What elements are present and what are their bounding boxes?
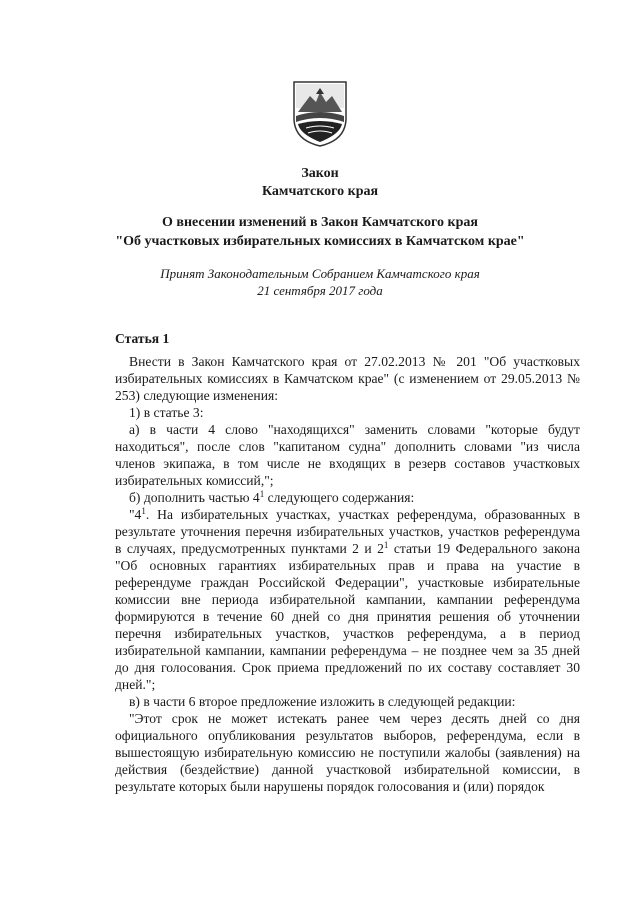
law-title bbox=[0, 213, 640, 251]
paragraph-item-b bbox=[115, 489, 580, 506]
article-body bbox=[115, 330, 580, 795]
quote-text-1: . На избирательных участках, участках референдума, образованных в результате уточнения перечня избирательных участков, участков референдума в случаях, предусмотренных пунктами 2 и 2 bbox=[115, 507, 580, 556]
quote-start: "4 bbox=[129, 507, 142, 522]
superscript: 1 bbox=[141, 506, 146, 516]
article-heading: Статья 1 bbox=[115, 331, 170, 346]
superscript: 1 bbox=[259, 489, 265, 499]
paragraph-item-v: в) в части 6 второе предложение изложить в следующей редакции: bbox=[129, 694, 516, 709]
paragraph: а) в части 4 слово "находящихся" заменить словами "которые будут находиться", после слов "капитаном судна" дополнить словами "из числа членов экипажа, в том числе не входящих в резерв составов участковых избирательных комиссий,"; bbox=[115, 422, 580, 488]
superscript: 1 bbox=[383, 540, 389, 550]
adoption-date: 21 сентября 2017 года bbox=[257, 283, 383, 298]
quote-part-4-1 bbox=[115, 506, 580, 693]
law-title-line1: О внесении изменений в Закон Камчатского края bbox=[162, 215, 478, 230]
law-heading bbox=[0, 165, 640, 201]
law-region: Камчатского края bbox=[261, 184, 379, 199]
quote-part-6: "Этот срок не может истекать ранее чем через десять дней со дня официального опубликования результатов выборов, референдума, если в вышестоящую избирательную комиссию не поступили жалобы (заявления) на действия (бездействие) данной участковой избирательной комиссии, в результате которых были нарушены порядок голосования и (или) порядок bbox=[115, 711, 580, 794]
paragraph: 1) в статье 3: bbox=[129, 405, 204, 420]
paragraph: Внести в Закон Камчатского края от 27.02.2013 № 201 "Об участковых избирательных комиссиях в Камчатском крае" (с изменением от 29.05.2013 № 253) следующие изменения: bbox=[115, 354, 580, 403]
item-b-tail: следующего содержания: bbox=[264, 490, 415, 505]
kamchatka-coat-of-arms-icon bbox=[290, 78, 350, 148]
adoption-line1: Принят Законодательным Собранием Камчатского края bbox=[160, 266, 480, 281]
quote-text-2: статьи 19 Федерального закона "Об основных гарантиях избирательных прав и права на участие в референдуме граждан Российской Федерации", участковые избирательные комиссии вне периода избирательной кампании, кампании референдума формируются в течение 60 дней со дня принятия решения об уточнении перечня избирательных участков, участков референдума, а в период избирательной кампании, кампании референдума – не позднее чем за 35 дней до дня голосования. Срок приема предложений по их составу составляет 30 дней."; bbox=[115, 541, 580, 692]
adoption-note bbox=[0, 265, 640, 299]
law-label: Закон bbox=[301, 166, 339, 181]
item-b-text: б) дополнить частью 4 bbox=[129, 490, 260, 505]
law-title-line2: "Об участковых избирательных комиссиях в Камчатском крае" bbox=[115, 234, 525, 249]
